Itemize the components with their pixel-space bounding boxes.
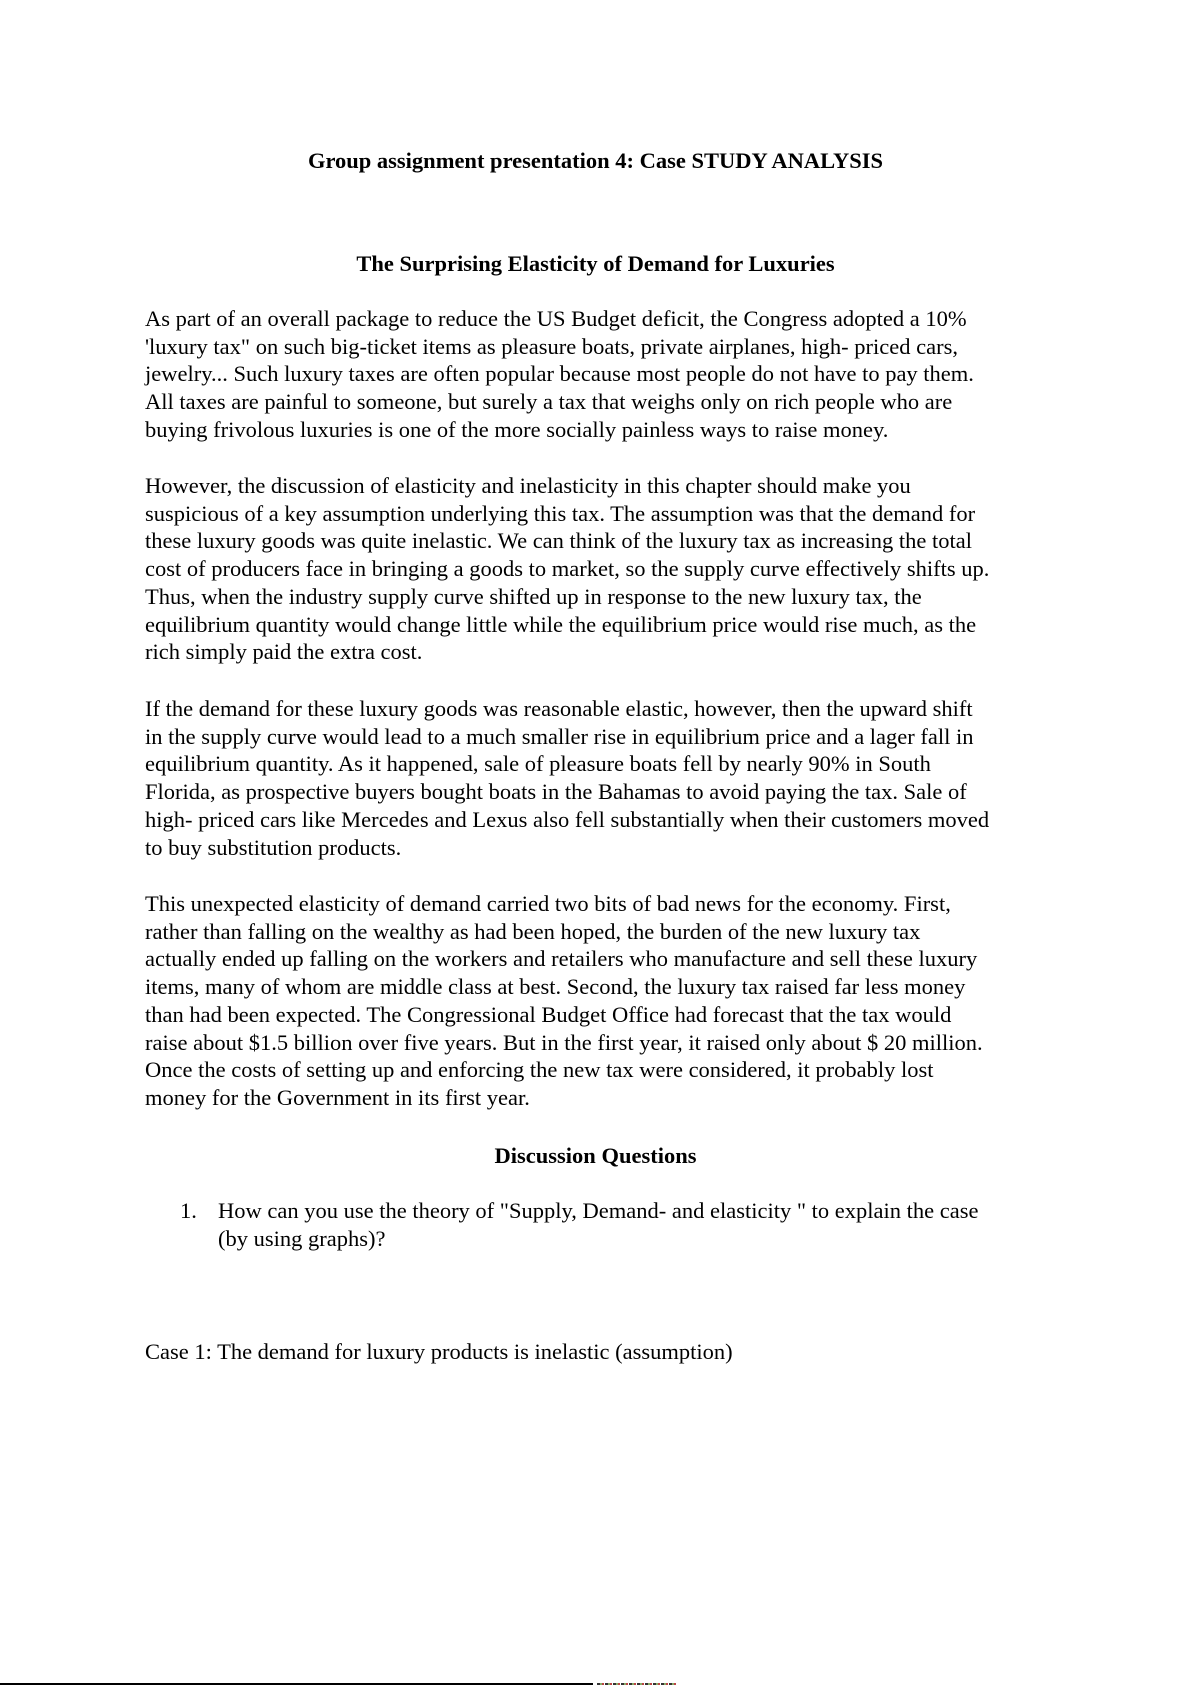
text-line: 'luxury tax" on such big-ticket items as pleasure boats, private airplanes, high- priced cars,	[145, 333, 958, 359]
text-line: equilibrium quantity. As it happened, sale of pleasure boats fell by nearly 90% in South	[145, 751, 931, 777]
text-line: Thus, when the industry supply curve shifted up in response to the new luxury tax, the	[145, 583, 922, 609]
text-line: As part of an overall package to reduce the US Budget deficit, the Congress adopted a 10%	[145, 306, 967, 331]
text-line: items, many of whom are middle class at best. Second, the luxury tax raised far less money	[145, 974, 966, 1000]
text-line: rather than falling on the wealthy as had been hoped, the burden of the new luxury tax	[145, 918, 921, 944]
paragraph-assumption	[145, 472, 1065, 666]
text-line: Once the costs of setting up and enforcing the new tax were considered, it probably lost	[145, 1057, 934, 1083]
paragraph-elastic	[145, 695, 1065, 861]
text-line: This unexpected elasticity of demand carried two bits of bad news for the economy. First,	[145, 891, 951, 916]
text-line: cost of producers face in bringing a goods to market, so the supply curve effectively shifts up.	[145, 556, 990, 582]
text-line: equilibrium quantity would change little while the equilibrium price would rise much, as the	[145, 611, 977, 637]
text-line: money for the Government in its first year.	[145, 1084, 530, 1110]
discussion-questions-heading: Discussion Questions	[494, 1143, 697, 1168]
question-item	[180, 1197, 1060, 1252]
text-line: How can you use the theory of "Supply, Demand- and elasticity " to explain the case	[218, 1198, 979, 1223]
text-line: high- priced cars like Mercedes and Lexus also fell substantially when their customers moved	[145, 806, 990, 832]
text-line: If the demand for these luxury goods was reasonable elastic, however, then the upward shift	[145, 696, 973, 721]
text-line: buying frivolous luxuries is one of the more socially painless ways to raise money.	[145, 416, 889, 442]
text-line: jewelry... Such luxury taxes are often popular because most people do not have to pay them.	[145, 361, 974, 387]
text-line: to buy substitution products.	[145, 834, 402, 860]
text-line: than had been expected. The Congressional Budget Office had forecast that the tax would	[145, 1001, 952, 1027]
text-line: (by using graphs)?	[218, 1225, 386, 1251]
text-line: All taxes are painful to someone, but surely a tax that weighs only on rich people who are	[145, 389, 953, 415]
text-line: actually ended up falling on the workers and retailers who manufacture and sell these luxury	[145, 946, 978, 972]
document-title: Group assignment presentation 4: Case STUDY ANALYSIS	[307, 148, 884, 173]
text-line: However, the discussion of elasticity and inelasticity in this chapter should make you	[145, 473, 911, 498]
text-line: in the supply curve would lead to a much smaller rise in equilibrium price and a lager fall in	[145, 723, 974, 749]
paragraph-intro	[145, 305, 1065, 444]
text-line: raise about $1.5 billion over five years. But in the first year, it raised only about $ 20 million.	[145, 1029, 983, 1055]
case-1-heading: Case 1: The demand for luxury products is inelastic (assumption)	[145, 1339, 733, 1364]
discussion-questions-list	[180, 1197, 1060, 1252]
text-line: rich simply paid the extra cost.	[145, 639, 423, 665]
paragraph-bad-news	[145, 890, 1065, 1112]
question-text	[218, 1197, 1060, 1252]
text-line: Florida, as prospective buyers bought boats in the Bahamas to avoid paying the tax. Sale of	[145, 779, 967, 805]
text-line: suspicious of a key assumption underlying this tax. The assumption was that the demand for	[145, 500, 976, 526]
text-line: these luxury goods was quite inelastic. We can think of the luxury tax as increasing the total	[145, 528, 972, 554]
case-title: The Surprising Elasticity of Demand for Luxuries	[356, 251, 835, 276]
question-number: 1.	[180, 1198, 197, 1223]
